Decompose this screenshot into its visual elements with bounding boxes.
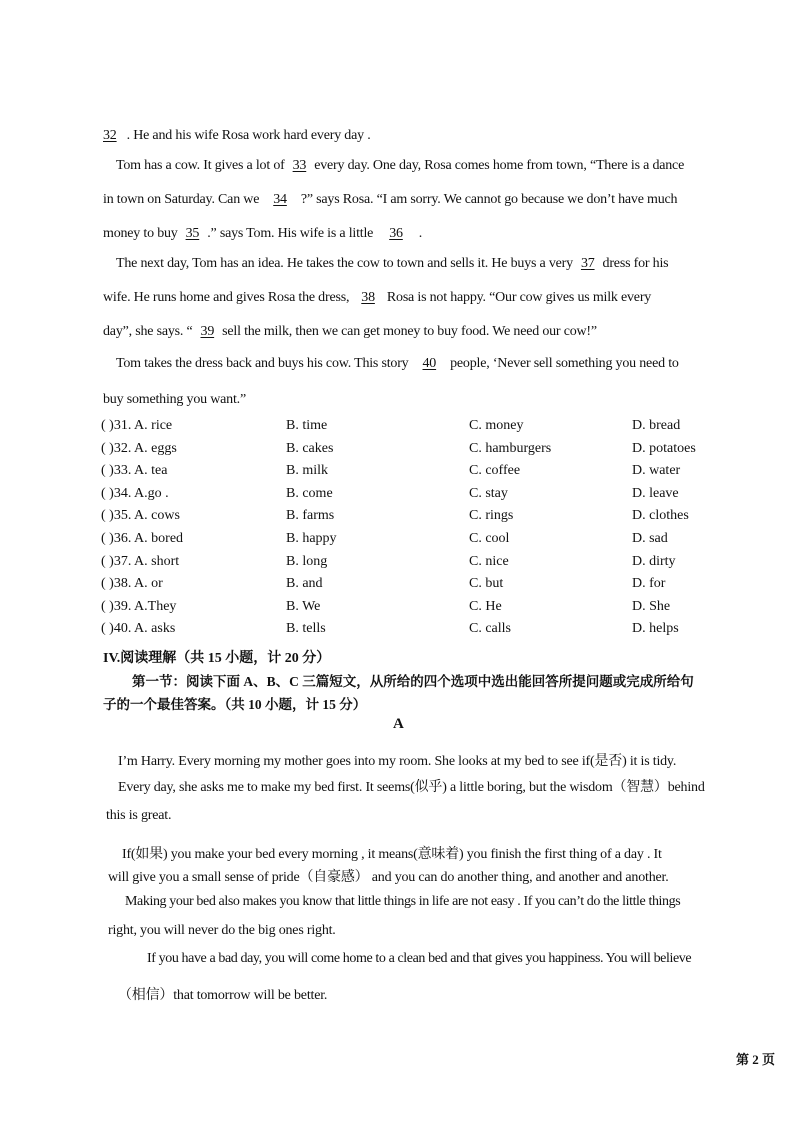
option-c: C. He: [469, 598, 502, 614]
question-stem: ( )38. A. or: [101, 576, 163, 592]
reading-line-2: Every day, she asks me to make my bed first. It seems(似乎) a little boring, but the wisdom（智慧）behind: [118, 780, 705, 795]
option-d: D. sad: [632, 531, 668, 546]
blank-36: 36: [389, 226, 403, 241]
option-d: D. water: [632, 463, 681, 479]
option-c: C. calls: [469, 621, 511, 637]
option-c: C. cool: [469, 531, 510, 546]
option-d: D. She: [632, 598, 671, 614]
question-stem: ( )37. A. short: [101, 553, 180, 569]
question-stem: ( )40. A. asks: [101, 621, 176, 637]
reading-line-9: （相信）that tomorrow will be better.: [118, 988, 328, 1003]
blank-39: 39: [200, 324, 215, 339]
reading-line-5: will give you a small sense of pride（自豪感） and you can do another thing, and another and another.: [108, 870, 669, 885]
question-stem: ( )36. A. bored: [101, 531, 184, 546]
question-stem: ( )32. A. eggs: [101, 440, 177, 456]
reading-line-1: I’m Harry. Every morning my mother goes into my room. She looks at my bed to see if(是否) it is tidy.: [118, 754, 677, 769]
option-c: C. stay: [469, 485, 508, 501]
passage-line-8: Tom takes the dress back and buys his cow. This story 40 people, ‘Never sell something you need to: [116, 356, 679, 371]
option-d: D. potatoes: [632, 440, 696, 456]
option-b: B. time: [286, 418, 328, 433]
option-b: B. We: [286, 598, 321, 614]
reading-line-4: If(如果) you make your bed every morning , it means(意味着) you finish the first thing of a day . It: [122, 847, 662, 862]
option-d: D. bread: [632, 418, 681, 433]
blank-34: 34: [273, 192, 287, 207]
option-c: C. nice: [469, 553, 509, 569]
passage-line-2: Tom has a cow. It gives a lot of 33 every day. One day, Rosa comes home from town, “There is a dance: [116, 158, 685, 173]
option-b: B. tells: [286, 621, 326, 637]
passage-line-6: wife. He runs home and gives Rosa the dress, 38 Rosa is not happy. “Our cow gives us milk every: [103, 290, 652, 305]
question-stem: ( )34. A.go .: [101, 485, 169, 501]
question-stem: ( )35. A. cows: [101, 508, 180, 524]
passage-line-7: day”, she says. “ 39 sell the milk, then we can get money to buy food. We need our cow!”: [103, 324, 597, 339]
option-b: B. milk: [286, 463, 329, 479]
reading-line-8: If you have a bad day, you will come home to a clean bed and that gives you happiness. You will believe: [147, 951, 692, 966]
passage-line-9: buy something you want.”: [103, 392, 246, 407]
option-d: D. dirty: [632, 553, 676, 569]
option-b: B. happy: [286, 531, 337, 546]
passage-label: A: [393, 716, 404, 732]
option-b: B. farms: [286, 508, 335, 524]
option-c: C. hamburgers: [469, 440, 552, 456]
blank-40: 40: [422, 356, 437, 371]
option-c: C. money: [469, 418, 524, 433]
blank-35: 35: [185, 226, 200, 241]
passage-line-1: 32 . He and his wife Rosa work hard every day .: [103, 128, 371, 143]
blank-38: 38: [361, 290, 375, 305]
passage-line-5: The next day, Tom has an idea. He takes the cow to town and sells it. He buys a very 37 dress for his: [116, 256, 669, 271]
reading-line-7: right, you will never do the big ones right.: [108, 923, 336, 938]
option-c: C. rings: [469, 508, 514, 524]
option-d: D. helps: [632, 621, 679, 637]
section-instruction-2: 子的一个最佳答案。（共 10 小题，计 15 分）: [103, 697, 367, 712]
section-instruction-1: 第一节：阅读下面 A、B、C 三篇短文，从所给的四个选项中选出能回答所提问题或完成所给句: [132, 674, 694, 689]
option-b: B. and: [286, 576, 323, 592]
blank-37: 37: [580, 256, 595, 271]
option-c: C. but: [469, 576, 504, 592]
option-d: D. clothes: [632, 508, 689, 524]
passage-line-4: money to buy 35 .” says Tom. His wife is a little 36 .: [103, 226, 423, 241]
option-b: B. long: [286, 553, 328, 569]
option-d: D. for: [632, 576, 666, 592]
blank-33: 33: [292, 158, 307, 173]
option-d: D. leave: [632, 485, 679, 501]
option-b: B. cakes: [286, 440, 334, 456]
blank-32: 32: [103, 128, 117, 143]
passage-line-3: in town on Saturday. Can we 34 ?” says Rosa. “I am sorry. We cannot go because we don’t have much: [103, 192, 678, 207]
reading-line-3: this is great.: [106, 808, 172, 823]
section-title: IV.阅读理解（共 15 小题，计 20 分）: [103, 651, 331, 666]
option-c: C. coffee: [469, 463, 521, 479]
reading-line-6: Making your bed also makes you know that little things in life are not easy . If you can’t do the little things: [125, 894, 681, 909]
question-stem: ( )33. A. tea: [101, 463, 168, 479]
question-stem: ( )39. A.They: [101, 598, 177, 614]
question-stem: ( )31. A. rice: [101, 418, 173, 433]
page-number: 第 2 页: [736, 1052, 776, 1067]
option-b: B. come: [286, 485, 333, 501]
